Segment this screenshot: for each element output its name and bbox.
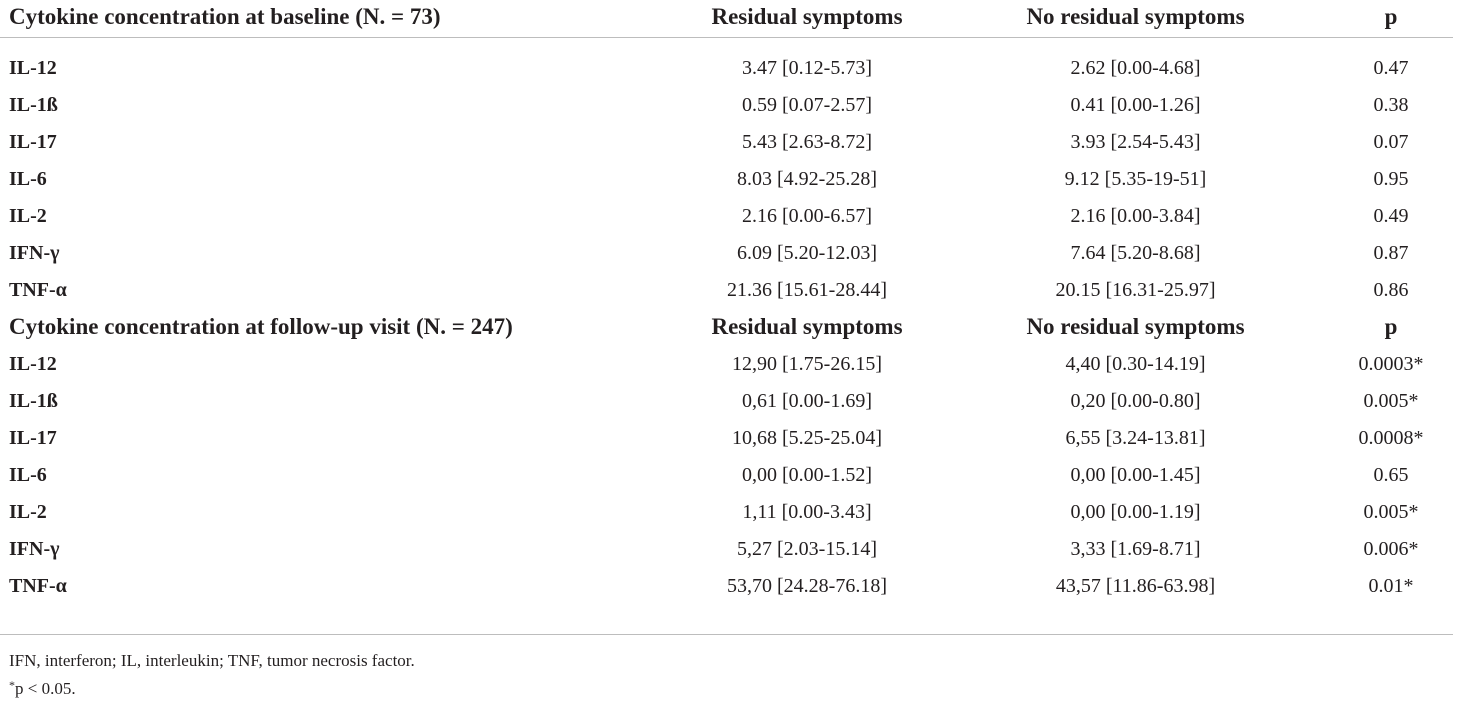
residual-value: 12,90 [1.75-26.15] <box>732 352 882 375</box>
residual-value: 6.09 [5.20-12.03] <box>737 241 877 264</box>
cytokine-name: IL-2 <box>9 204 47 227</box>
no-residual-value: 3.93 [2.54-5.43] <box>1070 130 1201 153</box>
residual-value: 1,11 [0.00-3.43] <box>742 500 872 523</box>
cytokine-name: IL-6 <box>9 463 47 486</box>
table-row <box>0 50 1453 87</box>
no-residual-value: 9.12 [5.35-19-51] <box>1064 167 1207 190</box>
no-residual-value: 0,20 [0.00-0.80] <box>1070 389 1201 412</box>
table-row <box>0 457 1453 494</box>
cytokine-name: TNF-α <box>9 574 67 597</box>
residual-value: 5,27 [2.03-15.14] <box>737 537 877 560</box>
cytokine-name: IL-17 <box>9 130 57 153</box>
cytokine-name: IL-1ß <box>9 93 58 116</box>
followup-section-title: Cytokine concentration at follow-up visit (N. = 247) <box>9 314 513 339</box>
followup-col-p: p <box>1384 314 1398 339</box>
significance-mark: * <box>9 678 15 692</box>
followup-header-row <box>0 309 1453 346</box>
table-row <box>0 272 1453 309</box>
table-row <box>0 494 1453 531</box>
residual-value: 21.36 [15.61-28.44] <box>727 278 887 301</box>
followup-col-no-residual: No residual symptoms <box>1026 314 1245 339</box>
p-value: 0.0008* <box>1358 426 1424 449</box>
residual-value: 5.43 [2.63-8.72] <box>742 130 872 153</box>
p-value: 0.47 <box>1373 56 1409 79</box>
table-row <box>0 383 1453 420</box>
cytokine-name: IL-12 <box>9 352 57 375</box>
baseline-section-title: Cytokine concentration at baseline (N. = 73) <box>9 4 441 29</box>
table-row <box>0 420 1453 457</box>
residual-value: 0,00 [0.00-1.52] <box>742 463 872 486</box>
table-row <box>0 161 1453 198</box>
table-row <box>0 346 1453 383</box>
p-value: 0.0003* <box>1358 352 1424 375</box>
table-row <box>0 87 1453 124</box>
abbreviations-footnote: IFN, interferon; IL, interleukin; TNF, tumor necrosis factor. <box>9 651 415 670</box>
cytokine-name: IL-2 <box>9 500 47 523</box>
table-row <box>0 531 1453 568</box>
significance-footnote <box>9 674 76 700</box>
p-value: 0.01* <box>1368 574 1414 597</box>
baseline-col-residual: Residual symptoms <box>711 4 903 29</box>
p-value: 0.95 <box>1373 167 1409 190</box>
p-value: 0.006* <box>1363 537 1419 560</box>
followup-col-residual: Residual symptoms <box>711 314 903 339</box>
header-rule <box>0 37 1453 50</box>
table-bottom-rule <box>0 634 1453 635</box>
table-row <box>0 568 1453 605</box>
no-residual-value: 4,40 [0.30-14.19] <box>1065 352 1206 375</box>
p-value: 0.87 <box>1373 241 1409 264</box>
no-residual-value: 0,00 [0.00-1.45] <box>1070 463 1201 486</box>
no-residual-value: 20.15 [16.31-25.97] <box>1055 278 1216 301</box>
p-value: 0.07 <box>1373 130 1409 153</box>
no-residual-value: 0,00 [0.00-1.19] <box>1070 500 1201 523</box>
table-row <box>0 198 1453 235</box>
no-residual-value: 6,55 [3.24-13.81] <box>1065 426 1206 449</box>
p-value: 0.38 <box>1373 93 1409 116</box>
p-value: 0.86 <box>1373 278 1409 301</box>
table-row <box>0 235 1453 272</box>
no-residual-value: 43,57 [11.86-63.98] <box>1055 574 1216 597</box>
baseline-col-no-residual: No residual symptoms <box>1026 4 1245 29</box>
no-residual-value: 2.16 [0.00-3.84] <box>1070 204 1201 227</box>
significance-text: p < 0.05. <box>15 679 76 698</box>
residual-value: 0,61 [0.00-1.69] <box>742 389 872 412</box>
cytokine-name: IL-12 <box>9 56 57 79</box>
residual-value: 3.47 [0.12-5.73] <box>742 56 872 79</box>
residual-value: 10,68 [5.25-25.04] <box>732 426 882 449</box>
p-value: 0.005* <box>1363 389 1419 412</box>
p-value: 0.49 <box>1373 204 1409 227</box>
no-residual-value: 3,33 [1.69-8.71] <box>1070 537 1201 560</box>
baseline-col-p: p <box>1384 4 1398 29</box>
p-value: 0.005* <box>1363 500 1419 523</box>
residual-value: 8.03 [4.92-25.28] <box>737 167 877 190</box>
cytokine-name: IFN-γ <box>9 241 60 264</box>
baseline-header-row <box>0 0 1453 37</box>
cytokine-name: IL-6 <box>9 167 47 190</box>
no-residual-value: 0.41 [0.00-1.26] <box>1070 93 1201 116</box>
cytokine-name: TNF-α <box>9 278 67 301</box>
residual-value: 53,70 [24.28-76.18] <box>727 574 887 597</box>
header-rule-line <box>0 37 1453 50</box>
no-residual-value: 2.62 [0.00-4.68] <box>1070 56 1201 79</box>
cytokine-name: IL-1ß <box>9 389 58 412</box>
p-value: 0.65 <box>1373 463 1409 486</box>
table-row <box>0 124 1453 161</box>
residual-value: 2.16 [0.00-6.57] <box>742 204 872 227</box>
cytokine-name: IL-17 <box>9 426 57 449</box>
residual-value: 0.59 [0.07-2.57] <box>742 93 872 116</box>
no-residual-value: 7.64 [5.20-8.68] <box>1070 241 1201 264</box>
cytokine-name: IFN-γ <box>9 537 60 560</box>
